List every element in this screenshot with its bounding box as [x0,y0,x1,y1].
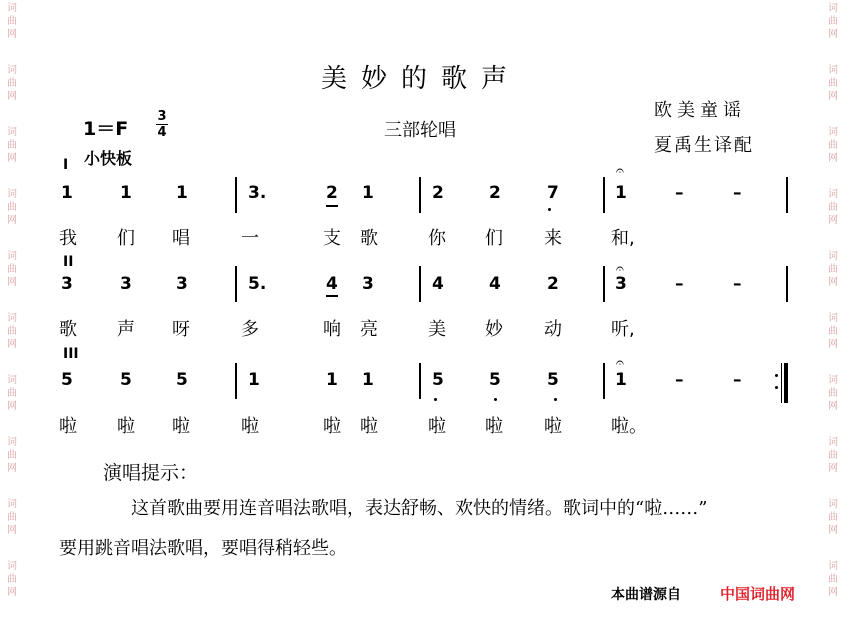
lyric-syllable: 我 [59,228,77,249]
song-origin: 欧美童谣 [654,100,746,121]
performance-subtitle: 三部轮唱 [384,120,456,141]
watermark-char: 词 [7,3,17,14]
tips-line-1: 这首歌曲要用连音唱法歌唱，表达舒畅、欢快的情绪。歌词中的“啦……” [131,498,708,519]
site-watermark [5,312,19,351]
watermark-char: 曲 [828,264,838,275]
note: 1 [362,183,374,203]
watermark-char: 词 [7,251,17,262]
watermark-char: 网 [828,463,838,474]
watermark-char: 词 [7,499,17,510]
source-label: 本曲谱源自 [611,587,681,603]
watermark-char: 词 [7,313,17,324]
tips-heading: 演唱提示： [103,462,199,484]
note: 1 [362,370,374,390]
repeat-dot [775,374,778,377]
watermark-char: 网 [828,401,838,412]
key-signature: 1＝F [83,118,129,140]
note: 4 [432,274,444,294]
lyric-syllable: 啦 [485,416,503,437]
barline [786,177,788,213]
watermark-char: 词 [828,437,838,448]
watermark-char: 网 [828,277,838,288]
lyric-syllable: 亮 [360,319,378,340]
lyric-syllable: 啦 [117,416,135,437]
note: 3 [615,274,627,294]
note: 1 [120,183,132,203]
site-watermark [826,188,840,227]
watermark-char: 词 [7,561,17,572]
eighth-note-underline [326,295,338,297]
site-watermark [5,2,19,41]
final-thin-barline [781,363,782,403]
watermark-char: 网 [7,463,17,474]
part-label: III [63,346,79,362]
watermark-char: 词 [7,65,17,76]
lyric-syllable: 你 [428,228,446,249]
watermark-char: 词 [828,375,838,386]
watermark-char: 曲 [7,16,17,27]
watermark-char: 曲 [7,264,17,275]
note: 1 [176,183,188,203]
watermark-char: 网 [828,29,838,40]
watermark-char: 词 [828,251,838,262]
watermark-char: 曲 [828,140,838,151]
lower-octave-dot [548,208,551,211]
lyric-syllable: 动 [544,319,562,340]
note: 1 [61,183,73,203]
note: 5 [547,370,559,390]
watermark-char: 曲 [828,574,838,585]
site-watermark [826,126,840,165]
note: 2 [547,274,559,294]
watermark-char: 词 [828,3,838,14]
barline [235,363,237,399]
sustain-dash: – [675,183,684,203]
lyric-syllable: 唱 [172,228,190,249]
lower-octave-dot [494,398,497,401]
note: 1 [615,183,627,203]
watermark-char: 网 [7,277,17,288]
sustain-dash: – [733,183,742,203]
lyric-syllable: 一 [241,228,259,249]
lyric-syllable: 啦 [59,416,77,437]
watermark-char: 词 [828,127,838,138]
watermark-char: 词 [828,189,838,200]
watermark-char: 曲 [828,16,838,27]
watermark-char: 词 [7,375,17,386]
part-label: II [63,254,74,270]
watermark-char: 曲 [828,512,838,523]
watermark-char: 网 [7,587,17,598]
note: 3 [61,274,73,294]
lyric-syllable: 美 [428,319,446,340]
final-thick-barline [784,363,788,403]
eighth-note-underline [326,205,338,207]
barline [419,177,421,213]
watermark-char: 曲 [7,388,17,399]
lyric-syllable: 听, [611,319,635,340]
site-watermark [826,2,840,41]
fermata: 𝄐 [616,163,624,179]
watermark-char: 网 [828,525,838,536]
watermark-char: 网 [7,91,17,102]
site-watermark [5,436,19,475]
lyric-syllable: 和, [611,228,635,249]
site-watermark [826,250,840,289]
sustain-dash: – [675,274,684,294]
watermark-char: 曲 [828,450,838,461]
barline [603,266,605,302]
site-watermark [5,250,19,289]
note: 1 [615,370,627,390]
watermark-char: 词 [7,437,17,448]
lower-octave-dot [554,398,557,401]
sustain-dash: – [733,370,742,390]
site-watermark [5,126,19,165]
watermark-char: 曲 [828,202,838,213]
site-watermark [5,560,19,599]
site-watermark [826,560,840,599]
note: 3 [362,274,374,294]
lyric-syllable: 多 [241,319,259,340]
time-signature-top: 3 [157,109,167,124]
note: 3. [248,183,267,203]
watermark-char: 网 [7,153,17,164]
watermark-char: 词 [7,189,17,200]
sustain-dash: – [675,370,684,390]
barline [235,266,237,302]
lyric-syllable: 歌 [360,228,378,249]
lyric-syllable: 来 [544,228,562,249]
watermark-char: 词 [828,65,838,76]
watermark-char: 网 [828,339,838,350]
tempo-marking: 小快板 [84,149,133,168]
lyric-syllable: 们 [117,228,135,249]
barline [603,363,605,399]
watermark-char: 曲 [7,78,17,89]
time-signature [156,110,168,139]
note: 5 [61,370,73,390]
watermark-char: 网 [7,525,17,536]
watermark-char: 网 [828,91,838,102]
site-watermark [5,188,19,227]
lyric-syllable: 们 [485,228,503,249]
site-watermark [5,374,19,413]
part-label: I [63,157,69,173]
note: 5 [176,370,188,390]
tips-line-2: 要用跳音唱法歌唱，要唱得稍轻些。 [59,538,347,559]
barline [786,266,788,302]
watermark-char: 曲 [828,78,838,89]
note: 2 [326,183,338,203]
lyric-syllable: 歌 [59,319,77,340]
lower-octave-dot [434,398,437,401]
site-watermark [826,374,840,413]
note: 2 [432,183,444,203]
note: 3 [176,274,188,294]
site-watermark [5,498,19,537]
note: 4 [489,274,501,294]
note: 5. [248,274,267,294]
watermark-char: 网 [7,215,17,226]
note: 1 [326,370,338,390]
barline [419,363,421,399]
watermark-char: 词 [828,313,838,324]
lyric-syllable: 啦 [323,416,341,437]
watermark-char: 曲 [7,450,17,461]
repeat-dot [775,386,778,389]
lyric-syllable: 呀 [172,319,190,340]
lyric-syllable: 啦 [241,416,259,437]
lyric-syllable: 声 [117,319,135,340]
note: 5 [120,370,132,390]
note: 5 [489,370,501,390]
time-signature-bottom: 4 [157,125,167,140]
song-title: 美妙的歌声 [320,64,521,94]
lyric-syllable: 啦 [544,416,562,437]
lyric-syllable: 啦 [428,416,446,437]
watermark-char: 曲 [7,512,17,523]
watermark-char: 词 [828,561,838,572]
fermata: 𝄐 [616,355,624,371]
watermark-char: 网 [7,401,17,412]
watermark-char: 曲 [7,326,17,337]
watermark-char: 网 [828,153,838,164]
lyric-syllable: 啦 [172,416,190,437]
watermark-char: 网 [828,587,838,598]
watermark-char: 网 [828,215,838,226]
sustain-dash: – [733,274,742,294]
watermark-char: 曲 [7,574,17,585]
note: 5 [432,370,444,390]
site-watermark [826,312,840,351]
barline [419,266,421,302]
site-watermark [826,436,840,475]
watermark-char: 曲 [828,388,838,399]
watermark-char: 曲 [7,140,17,151]
watermark-char: 词 [828,499,838,510]
barline [603,177,605,213]
watermark-char: 曲 [828,326,838,337]
note: 3 [120,274,132,294]
barline [235,177,237,213]
lyric-syllable: 妙 [485,319,503,340]
watermark-char: 词 [7,127,17,138]
song-arranger: 夏禹生译配 [654,135,754,156]
note: 1 [248,370,260,390]
source-site-link[interactable]: 中国词曲网 [720,585,796,603]
watermark-char: 网 [7,29,17,40]
site-watermark [826,498,840,537]
note: 4 [326,274,338,294]
lyric-syllable: 啦 [360,416,378,437]
lyric-syllable: 啦。 [611,416,647,437]
note: 7 [547,183,559,203]
fermata: 𝄐 [616,261,624,277]
watermark-char: 曲 [7,202,17,213]
lyric-syllable: 响 [323,319,341,340]
note: 2 [489,183,501,203]
lyric-syllable: 支 [323,228,341,249]
watermark-char: 网 [7,339,17,350]
